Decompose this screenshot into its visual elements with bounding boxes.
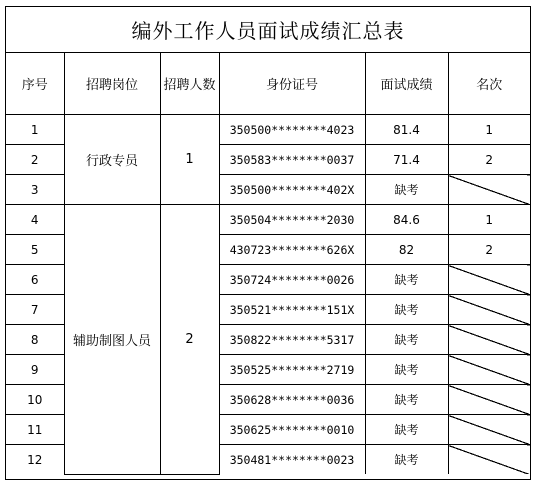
sheet-title: 编外工作人员面试成绩汇总表 — [6, 7, 530, 53]
rank-cell — [448, 175, 530, 205]
id-number: 350625********0010 — [219, 415, 365, 445]
interview-score: 缺考 — [365, 415, 448, 445]
rank-cell — [448, 265, 530, 295]
id-number: 350504********2030 — [219, 205, 365, 235]
id-number: 350521********151X — [219, 295, 365, 325]
count-cell: 1 — [160, 115, 219, 205]
id-number: 350481********0023 — [219, 445, 365, 475]
row-no: 6 — [6, 265, 64, 295]
rank-cell — [448, 355, 530, 385]
id-number: 350500********4023 — [219, 115, 365, 145]
header-id: 身份证号 — [219, 53, 365, 115]
position-cell: 辅助制图人员 — [64, 205, 160, 475]
interview-score: 82 — [365, 235, 448, 265]
row-no: 7 — [6, 295, 64, 325]
row-no: 10 — [6, 385, 64, 415]
interview-score: 81.4 — [365, 115, 448, 145]
rank-cell — [448, 385, 530, 415]
rank-cell — [448, 445, 530, 475]
rank-cell: 1 — [448, 115, 530, 145]
row-no: 2 — [6, 145, 64, 175]
id-number: 350583********0037 — [219, 145, 365, 175]
id-number: 350525********2719 — [219, 355, 365, 385]
header-row — [6, 53, 530, 115]
interview-score: 缺考 — [365, 265, 448, 295]
row-no: 1 — [6, 115, 64, 145]
header-position: 招聘岗位 — [64, 53, 160, 115]
row-no: 9 — [6, 355, 64, 385]
interview-score: 缺考 — [365, 325, 448, 355]
row-no: 5 — [6, 235, 64, 265]
score-table — [6, 53, 530, 475]
interview-score: 71.4 — [365, 145, 448, 175]
header-count: 招聘人数 — [160, 53, 219, 115]
interview-score: 84.6 — [365, 205, 448, 235]
rank-cell: 2 — [448, 235, 530, 265]
row-no: 3 — [6, 175, 64, 205]
id-number: 350724********0026 — [219, 265, 365, 295]
interview-score: 缺考 — [365, 355, 448, 385]
interview-score: 缺考 — [365, 385, 448, 415]
row-no: 8 — [6, 325, 64, 355]
rank-cell: 1 — [448, 205, 530, 235]
id-number: 350628********0036 — [219, 385, 365, 415]
interview-score: 缺考 — [365, 445, 448, 475]
rank-cell — [448, 325, 530, 355]
header-no: 序号 — [6, 53, 64, 115]
position-cell: 行政专员 — [64, 115, 160, 205]
interview-score: 缺考 — [365, 295, 448, 325]
score-sheet — [5, 6, 531, 480]
table-row — [6, 115, 530, 145]
row-no: 11 — [6, 415, 64, 445]
count-cell: 2 — [160, 205, 219, 475]
id-number: 350822********5317 — [219, 325, 365, 355]
rank-cell — [448, 295, 530, 325]
interview-score: 缺考 — [365, 175, 448, 205]
row-no: 12 — [6, 445, 64, 475]
header-rank: 名次 — [448, 53, 530, 115]
header-score: 面试成绩 — [365, 53, 448, 115]
rank-cell — [448, 415, 530, 445]
row-no: 4 — [6, 205, 64, 235]
id-number: 430723********626X — [219, 235, 365, 265]
id-number: 350500********402X — [219, 175, 365, 205]
table-row — [6, 205, 530, 235]
rank-cell: 2 — [448, 145, 530, 175]
